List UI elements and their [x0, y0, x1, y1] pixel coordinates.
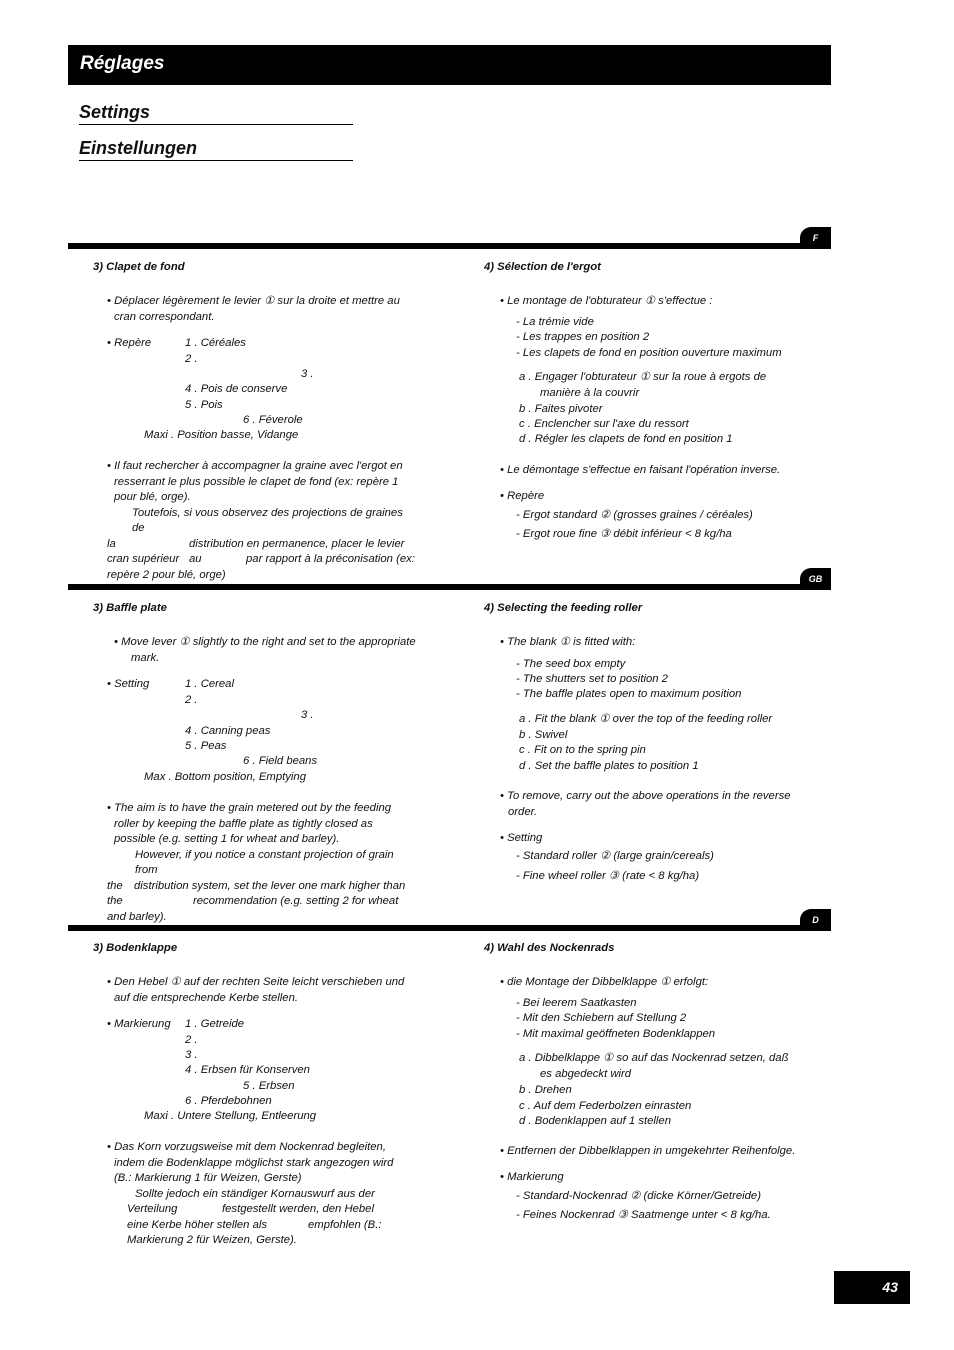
de-markierung-max: Maxi . Untere Stellung, Entleerung — [144, 1110, 317, 1122]
text-fragment: eine Kerbe höher stellen als — [127, 1218, 268, 1231]
text-line: Toutefois, si vous observez des projections de graines de — [132, 506, 403, 534]
de-bullet-hebel-cont: auf die entsprechende Kerbe stellen. — [114, 992, 299, 1004]
tab-f: F — [800, 227, 831, 249]
en-remove-cont: order. — [508, 806, 538, 818]
section-heading: 4) Selecting the feeding roller — [484, 602, 643, 614]
en-dash-2: - The shutters set to position 2 — [516, 673, 668, 685]
de-markierung-1: 1 . Getreide — [185, 1018, 245, 1030]
fr-repere-5: 5 . Pois — [185, 399, 223, 411]
de-paragraph — [107, 1140, 417, 1249]
fr-step-b: b . Faites pivoter — [519, 403, 603, 415]
page-title: Réglages — [80, 53, 165, 74]
section-heading: 4) Wahl des Nockenrads — [484, 942, 615, 954]
de-markierung-4: 4 . Erbsen für Konserven — [185, 1064, 310, 1076]
de-step-d: d . Bodenklappen auf 1 stellen — [519, 1115, 671, 1127]
en-bullet-lever-cont: mark. — [131, 652, 160, 664]
de-step-b: b . Drehen — [519, 1084, 572, 1096]
text-fragment: par rapport à la préconisation (ex: — [246, 553, 415, 565]
en-step-a: a . Fit the blank ① over the top of the feeding roller — [519, 713, 773, 725]
en-dash-3: - The baffle plates open to maximum position — [516, 688, 742, 700]
de-standard-nockenrad: - Standard-Nockenrad ② (dicke Körner/Getreide) — [516, 1190, 761, 1202]
text-line: and barley). — [107, 910, 167, 923]
text-line: indem die Bodenklappe möglichst stark angezogen wird — [114, 1156, 394, 1169]
text-line: resserrant le plus possible le clapet de fond (ex: repère 1 — [114, 475, 399, 488]
en-setting-label: • Setting — [107, 678, 150, 690]
en-setting-5: 5 . Peas — [185, 740, 227, 752]
fr-left-column — [93, 260, 418, 581]
text-fragment: distribution system, set the lever one mark higher than — [134, 879, 406, 892]
text-line: pour blé, orge). — [114, 491, 191, 503]
text-line: Markierung 2 für Weizen, Gerste). — [127, 1234, 297, 1246]
en-setting-3: 3 . — [301, 709, 314, 721]
fr-ergot-standard: - Ergot standard ② (grosses graines / céréales) — [516, 509, 753, 521]
en-fine-roller: - Fine wheel roller ③ (rate < 8 kg/ha) — [516, 870, 700, 882]
fr-dash-2: - Les trappes en position 2 — [516, 331, 650, 343]
en-setting-2: 2 . — [185, 694, 198, 706]
fr-dash-1: - La trémie vide — [516, 316, 594, 328]
text-line: • Il faut rechercher à accompagner la graine avec l'ergot en — [107, 460, 403, 472]
fr-repere-6: 6 . Féverole — [243, 414, 303, 426]
section-rule-en — [68, 584, 831, 590]
de-markierung-6: 6 . Pferdebohnen — [185, 1095, 272, 1107]
de-markierung-5: 5 . Erbsen — [243, 1080, 295, 1092]
text-line: (B.: Markierung 1 für Weizen, Gerste) — [114, 1172, 302, 1184]
text-fragment: the — [107, 895, 123, 907]
de-markierung: • Markierung — [500, 1171, 564, 1183]
tab-gb: GB — [800, 568, 831, 590]
fr-repere-3: 3 . — [301, 368, 314, 380]
en-bullet-lever: • Move lever ① slightly to the right and set to the appropriate — [114, 636, 416, 648]
fr-repere-max: Maxi . Position basse, Vidange — [144, 429, 299, 441]
fr-step-a: a . Engager l'obturateur ① sur la roue à ergots de — [519, 371, 767, 383]
en-setting-4: 4 . Canning peas — [185, 725, 271, 737]
section-heading: 3) Baffle plate — [93, 602, 167, 614]
fr-right-column — [484, 260, 814, 540]
text-line: However, if you notice a constant projection of grain from — [135, 848, 394, 876]
de-markierung-2: 2 . — [185, 1034, 198, 1046]
header-bar — [68, 45, 831, 85]
section-rule-de — [68, 925, 831, 931]
en-remove: • To remove, carry out the above operations in the reverse — [500, 790, 791, 802]
section-rule-fr — [68, 243, 831, 249]
fr-ergot-fine: - Ergot roue fine ③ débit inférieur < 8 kg/ha — [516, 528, 732, 540]
de-right-column — [484, 941, 814, 1221]
text-fragment: distribution en permanence, placer le levier au — [189, 537, 405, 565]
de-montage: • die Montage der Dibbelklappe ① erfolgt: — [500, 976, 709, 988]
text-line: • The aim is to have the grain metered out by the feeding — [107, 802, 392, 814]
de-left-column — [93, 941, 418, 1246]
text-fragment: Verteilung — [127, 1203, 178, 1215]
en-standard-roller: - Standard roller ② (large grain/cereals) — [516, 850, 714, 862]
text-line: roller by keeping the baffle plate as tightly closed as — [114, 817, 373, 830]
de-dash-3: - Mit maximal geöffneten Bodenklappen — [516, 1028, 716, 1040]
en-blank: • The blank ① is fitted with: — [500, 636, 636, 648]
page-number: 43 — [882, 1279, 898, 1295]
fr-step-a-cont: manière à la couvrir — [540, 387, 640, 399]
en-setting-6: 6 . Field beans — [243, 755, 318, 767]
en-setting-1: 1 . Cereal — [185, 678, 234, 690]
de-dash-1: - Bei leerem Saatkasten — [516, 997, 637, 1009]
de-step-a-cont: es abgedeckt wird — [540, 1068, 632, 1080]
tab-d: D — [800, 909, 831, 931]
fr-dash-3: - Les clapets de fond en position ouverture maximum — [516, 347, 782, 359]
en-step-d: d . Set the baffle plates to position 1 — [519, 760, 699, 772]
en-setting: • Setting — [500, 832, 543, 844]
fr-step-d: d . Régler les clapets de fond en position 1 — [519, 433, 733, 445]
fr-bullet-lever: • Déplacer légèrement le levier ① sur la droite et mettre au — [107, 295, 400, 307]
de-dash-2: - Mit den Schiebern auf Stellung 2 — [516, 1012, 687, 1024]
section-heading: 3) Bodenklappe — [93, 942, 178, 954]
text-fragment: empfohlen (B.: — [308, 1218, 382, 1231]
section-heading: 4) Sélection de l'ergot — [484, 261, 601, 273]
text-fragment: the — [107, 879, 123, 892]
en-left-column — [93, 601, 418, 923]
text-fragment: recommendation (e.g. setting 2 for wheat — [193, 895, 399, 907]
fr-step-c: c . Enclencher sur l'axe du ressort — [519, 418, 689, 430]
fr-repere: • Repère — [500, 490, 545, 502]
text-line: • Das Korn vorzugsweise mit dem Nockenrad begleiten, — [107, 1141, 386, 1153]
text-line: repère 2 pour blé, orge) — [107, 568, 226, 581]
de-markierung-label: • Markierung — [107, 1018, 171, 1030]
fr-paragraph — [107, 459, 417, 583]
en-right-column — [484, 601, 814, 882]
de-entfernen: • Entfernen der Dibbelklappen in umgekehrter Reihenfolge. — [500, 1145, 796, 1157]
de-markierung-3: 3 . — [185, 1049, 198, 1061]
fr-repere-1: 1 . Céréales — [185, 337, 246, 349]
en-paragraph — [107, 801, 417, 925]
fr-repere-2: 2 . — [185, 353, 198, 365]
section-heading: 3) Clapet de fond — [93, 261, 185, 273]
fr-demontage: • Le démontage s'effectue en faisant l'opération inverse. — [500, 464, 781, 476]
en-dash-1: - The seed box empty — [516, 658, 626, 670]
de-feines-nockenrad: - Feines Nockenrad ③ Saatmenge unter < 8 kg/ha. — [516, 1209, 771, 1221]
en-step-c: c . Fit on to the spring pin — [519, 744, 646, 756]
text-fragment: festgestellt werden, den Hebel — [222, 1203, 374, 1215]
text-fragment: cran supérieur — [107, 553, 180, 565]
en-step-b: b . Swivel — [519, 729, 568, 741]
de-bullet-hebel: • Den Hebel ① auf der rechten Seite leicht verschieben und — [107, 976, 405, 988]
en-setting-max: Max . Bottom position, Emptying — [144, 771, 306, 783]
de-step-a: a . Dibbelklappe ① so auf das Nockenrad setzen, daß — [519, 1052, 789, 1064]
text-line: possible (e.g. setting 1 for wheat and barley). — [114, 833, 340, 845]
page-number-box — [834, 1271, 910, 1304]
fr-repere-4: 4 . Pois de conserve — [185, 383, 288, 395]
subtitle-settings: Settings — [79, 101, 353, 125]
fr-bullet-lever-cont: cran correspondant. — [114, 311, 215, 323]
fr-montage: • Le montage de l'obturateur ① s'effectue : — [500, 295, 713, 307]
text-fragment: la — [107, 537, 116, 550]
text-line: Sollte jedoch ein ständiger Kornauswurf aus der — [135, 1187, 375, 1200]
fr-repere-label: • Repère — [107, 337, 152, 349]
de-step-c: c . Auf dem Federbolzen einrasten — [519, 1100, 692, 1112]
subtitle-einstellungen: Einstellungen — [79, 137, 353, 161]
